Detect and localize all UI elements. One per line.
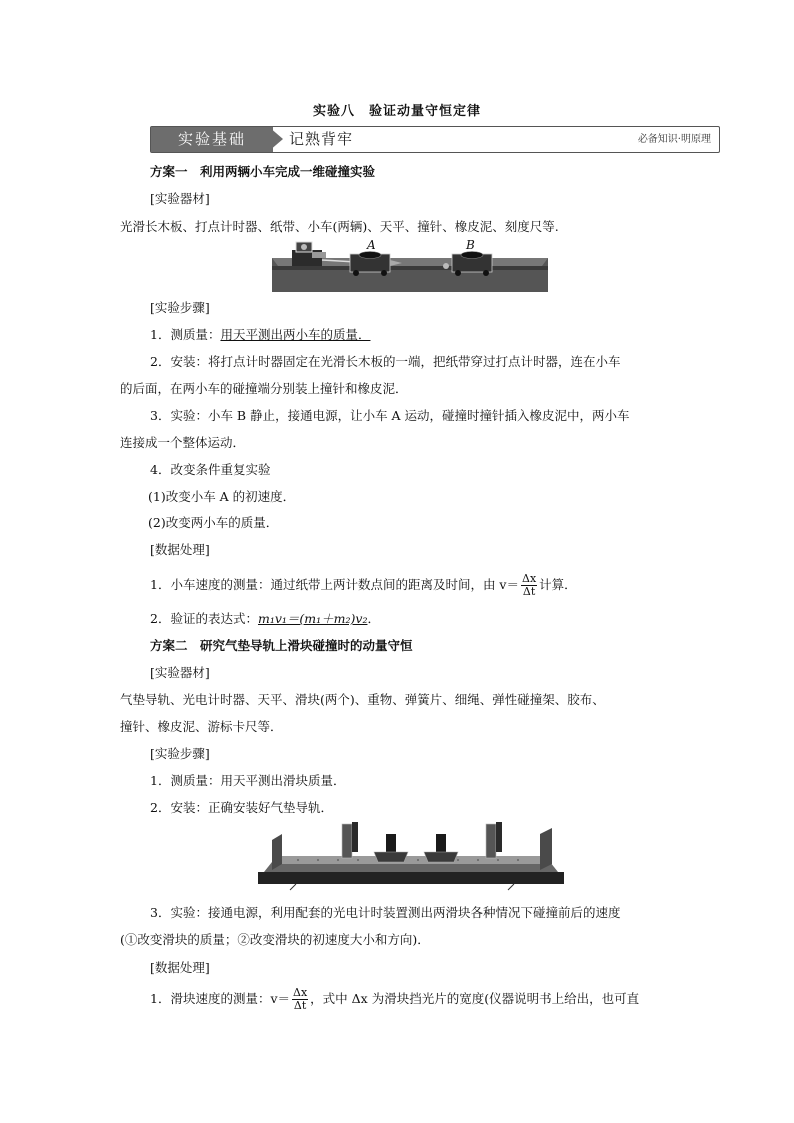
scheme2-steps-head: [实验步骤] <box>150 746 210 761</box>
scheme2-data-head: [数据处理] <box>150 960 210 975</box>
scheme1-heading: 方案一 利用两辆小车完成一维碰撞实验 <box>150 164 376 179</box>
fraction-denominator: Δt <box>522 585 536 598</box>
scheme1-step2-line1: 2．安装：将打点计时器固定在光滑长木板的一端，把纸带穿过打点计时器，连在小车 <box>150 354 621 369</box>
step1-underlined: 用天平测出两小车的质量． <box>220 327 371 342</box>
scheme1-step1 <box>0 327 794 343</box>
scheme2-step2: 2．安装：正确安装好气垫导轨． <box>150 800 333 815</box>
banner-right-label: 必备知识·明原理 <box>637 134 711 145</box>
velocity-fraction <box>521 573 537 598</box>
scheme1-step2-line2: 的后面，在两小车的碰撞端分别装上撞针和橡皮泥． <box>120 381 408 396</box>
scheme1-step3-line1: 3．实验：小车 B 静止，接通电源，让小车 A 运动，碰撞时撞针插入橡皮泥中，两小车 <box>150 408 630 423</box>
scheme1-data1 <box>0 572 794 598</box>
scheme1-step4: 4．改变条件重复实验 <box>150 462 271 477</box>
section-banner <box>150 126 720 153</box>
scheme2-equip-line1: 气垫导轨、光电计时器、天平、滑块(两个)、重物、弹簧片、细绳、弹性碰撞架、胶布、 <box>120 692 605 707</box>
scheme1-equip-head: [实验器材] <box>150 191 210 206</box>
cart-track-figure <box>272 236 548 294</box>
scheme1-data-head: [数据处理] <box>150 542 210 557</box>
s2-d1-prefix: 1．滑块速度的测量：v＝ <box>150 991 291 1006</box>
fraction-numerator: Δx <box>522 572 537 585</box>
banner-sub-label: 记熟背牢 <box>289 130 354 148</box>
s2-fraction-numerator: Δx <box>293 986 308 999</box>
scheme2-equip-line2: 撞针、橡皮泥、游标卡尺等． <box>120 719 283 734</box>
scheme2-step1: 1．测质量：用天平测出滑块质量． <box>150 773 346 788</box>
scheme1-equip: 光滑长木板、打点计时器、纸带、小车(两辆)、天平、撞针、橡皮泥、刻度尺等. <box>120 219 559 234</box>
cart-a-label: A <box>367 238 376 252</box>
s2-velocity-fraction <box>292 987 308 1012</box>
scheme2-step3-line1: 3．实验：接通电源，利用配套的光电计时装置测出两滑块各种情况下碰撞前后的速度 <box>150 905 621 920</box>
banner-left-label: 实验基础 <box>151 127 273 152</box>
page-title: 实验八 验证动量守恒定律 <box>312 104 481 119</box>
banner-arrow-shape <box>269 127 283 151</box>
air-track-figure <box>258 820 564 892</box>
d1-suffix: 计算． <box>539 577 577 592</box>
scheme2-step3-line2: (①改变滑块的质量；②改变滑块的初速度大小和方向)． <box>120 932 430 947</box>
scheme1-step4-b: (2)改变两小车的质量． <box>148 515 279 530</box>
momentum-formula: m₁v₁＝(m₁＋m₂)v₂ <box>257 611 368 626</box>
step1-prefix: 1．测质量： <box>150 327 221 342</box>
scheme1-data2 <box>0 611 794 627</box>
d2-prefix: 2．验证的表达式： <box>150 611 258 626</box>
scheme2-heading: 方案二 研究气垫导轨上滑块碰撞时的动量守恒 <box>150 638 413 653</box>
scheme1-steps-head: [实验步骤] <box>150 300 210 315</box>
s2-fraction-denominator: Δt <box>293 999 307 1012</box>
cart-b-label: B <box>466 238 475 252</box>
scheme2-data1 <box>0 986 794 1012</box>
s2-d1-suffix: ，式中 Δx 为滑块挡光片的宽度(仪器说明书上给出，也可直 <box>310 991 640 1006</box>
scheme1-step3-line2: 连接成一个整体运动． <box>120 435 246 450</box>
scheme2-equip-head: [实验器材] <box>150 665 210 680</box>
scheme1-step4-a: (1)改变小车 A 的初速度． <box>148 489 296 504</box>
d1-prefix: 1．小车速度的测量：通过纸带上两计数点间的距离及时间，由 v＝ <box>150 577 519 592</box>
d2-suffix: ． <box>367 611 380 626</box>
